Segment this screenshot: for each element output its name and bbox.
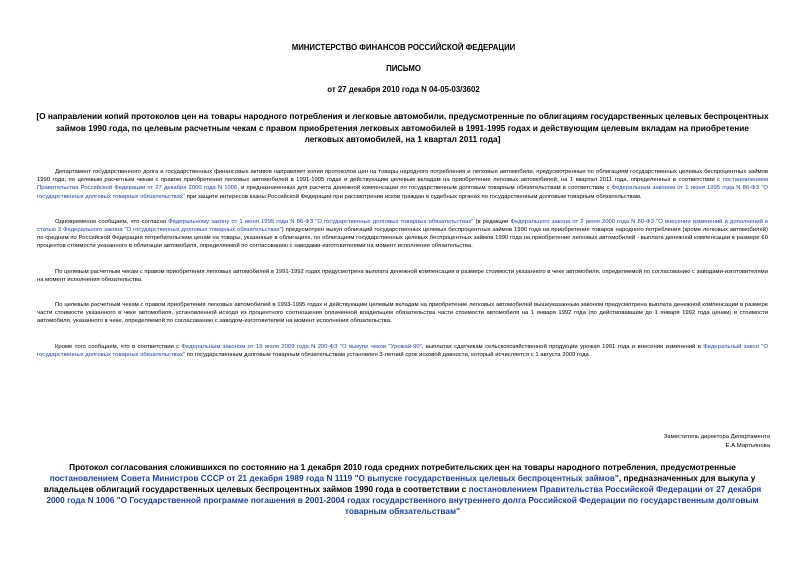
ministry-title: МИНИСТЕРСТВО ФИНАНСОВ РОССИЙСКОЙ ФЕДЕРАЦИИ — [291, 43, 516, 52]
paragraph-2-text-1: Одновременно сообщаем, что согласно — [55, 218, 169, 225]
link-government-decree-1006-program[interactable]: постановлением Правительства Российской Федерации от 27 декабря 2000 года N 1006 "О Государственной программе погашения в 2001-2004 годах государственного внутреннего долга Российской Федерации по государственным долговым товарным обязательствам" — [46, 484, 762, 516]
paragraph-1-text-1: Департамент государственного долга и государственных финансовых активов направляет копии протоколов цен на товары народного потребления и легковые автомобили, предусмотренные по облигациям государственных целевых беспроцентных займов 1990 года, по целевым расчетным чекам с правом приобретения легковых автомобилей в 1991-1995 годах и действующим целевым вкладам на приобретение легковых автомобилей, на 1 квартал 2011 года, определенных в соответствии с — [37, 169, 768, 184]
link-federal-law-debt-obligations[interactable]: Федеральный закон "О государственных долговых товарных обязательствах" — [37, 343, 768, 358]
paragraph-5-text-1: Кроме того сообщаем, что в соответствии с — [55, 343, 182, 350]
paragraph-2-text-3: ) предусмотрен выкуп облигаций государственных целевых беспроцентных займов 1990 года на приобретение товаров народного потребления (кроме легковых автомобилей) по средним по Российской Федерации потребительским ценам на товары, указанные в облигациях, по облигациям государственных целевых беспроцентных займов 1990 года на приобретение легковых автомобилей - выплата денежной компенсации в размере 60 процентов стоимости указанного в облигации автомобиля, определяемой по согласованию с заводами-изготовителями на момент исполнения обязательства. — [37, 227, 768, 250]
signature-block — [664, 433, 770, 451]
protocol-heading-text-2: , предназначенных для выкупа у владельцев облигаций государственных целевых беспроцентных займов 1990 года в соответствии с — [43, 473, 756, 494]
protocol-heading — [36, 462, 769, 517]
paragraph-1-text-3: при защите интересов казны Российской Федерации при рассмотрении исков граждан в судебных органах по государственным долговым товарным обязательствам. — [184, 193, 642, 200]
signatory-name: Е.А.Мартьянова — [725, 443, 770, 449]
protocol-heading-text-1: Протокол согласования сложившихся по состоянию на 1 декабря 2010 года средних потребительских цен на товары народного потребления, предусмотренные — [69, 462, 736, 472]
document-type: ПИСЬМО — [386, 64, 421, 73]
paragraph-4: По целевым расчетным чекам с правом приобретения легковых автомобилей в 1993-1995 годах и действующим целевым вкладам на приобретение легковых автомобилей вышеуказанным законом предусмотрена выплата денежной компенсации в размере части стоимости указанного в чеке автомобиля, установленной исходя из процентного соотношения оплаченной владельцем обязательства части стоимости автомобиля на 1 января 1992 года (по действовавшим до 1 января 1992 года ценам) и стоимости автомобиля, указанного в чеке, определяемой по согласованию с заводом-изготовителем на момент исполнения обязательства. — [37, 302, 768, 325]
document-subject: [О направлении копий протоколов цен на товары народного потребления и легковые автомобили, предусмотренные по облигациям государственных целевых беспроцентных займов 1990 года, по целевым расчетным чекам с правом приобретения легковых автомобилей в 1991-1995 годах и действующим целевым вкладам на приобретение легковых автомобилей, на 1 квартал 2011 года] — [36, 111, 769, 144]
paragraph-5-text-2: , выплатах сдатчикам сельскохозяйственной продукции урожая 1991 года и внесении изменений в — [421, 343, 704, 350]
document-date-number: от 27 декабря 2010 года N 04-05-03/3602 — [327, 85, 480, 94]
link-federal-law-200fz[interactable]: Федеральным законом от 19 июля 2009 года N 200-ФЗ "О выкупе чеков "Урожай-90" — [181, 343, 422, 350]
paragraph-5-text-3: по государственным долговым товарным обязательствам установлен 3-летний срок исковой давности, который исчисляется с 1 августа 2009 года. — [184, 351, 591, 358]
paragraph-5 — [37, 343, 768, 359]
link-ussr-decree-1119[interactable]: постановлением Совета Министров СССР от 21 декабря 1989 года N 1119 "О выпуске государственных целевых беспроцентных займов" — [49, 473, 619, 483]
paragraph-1 — [37, 168, 768, 201]
link-federal-law-86fz[interactable]: Федеральным законом от 1 июня 1995 года N 86-ФЗ "О государственных долговых товарных обязательствах" — [37, 185, 768, 200]
paragraph-3: По целевым расчетным чекам с правом приобретения легковых автомобилей в 1991-1992 годах предусмотрена выплата денежной компенсации в размере стоимости указанного в чеке автомобиля, определяемой по согласованию с заводами-изготовителями на момент исполнения обязательства. — [37, 268, 768, 283]
signatory-position: Заместитель директора Департамента — [663, 434, 770, 440]
paragraph-2-text-2: (в редакции — [473, 218, 511, 225]
paragraph-1-text-2: , и предназначенных для расчета денежной компенсации по государственным долговым товарным обязательствам в соответствии с — [237, 185, 612, 192]
link-federal-law-86fz-2[interactable]: Федеральному закону от 1 июня 1995 года N 86-ФЗ "О государственных долговых товарных обязательствах" — [168, 218, 474, 225]
paragraph-2 — [37, 218, 768, 251]
link-government-decree-1006[interactable]: постановлением Правительства Российской Федерации от 27 декабря 2000 года N 1006 — [37, 177, 768, 192]
document-body — [37, 168, 768, 359]
link-federal-law-80fz[interactable]: Федерального закона от 2 июня 2000 года N 80-ФЗ "О внесении изменений и дополнений в статью 3 Федерального закона "О государственных долговых товарных обязательствах" — [37, 218, 769, 234]
